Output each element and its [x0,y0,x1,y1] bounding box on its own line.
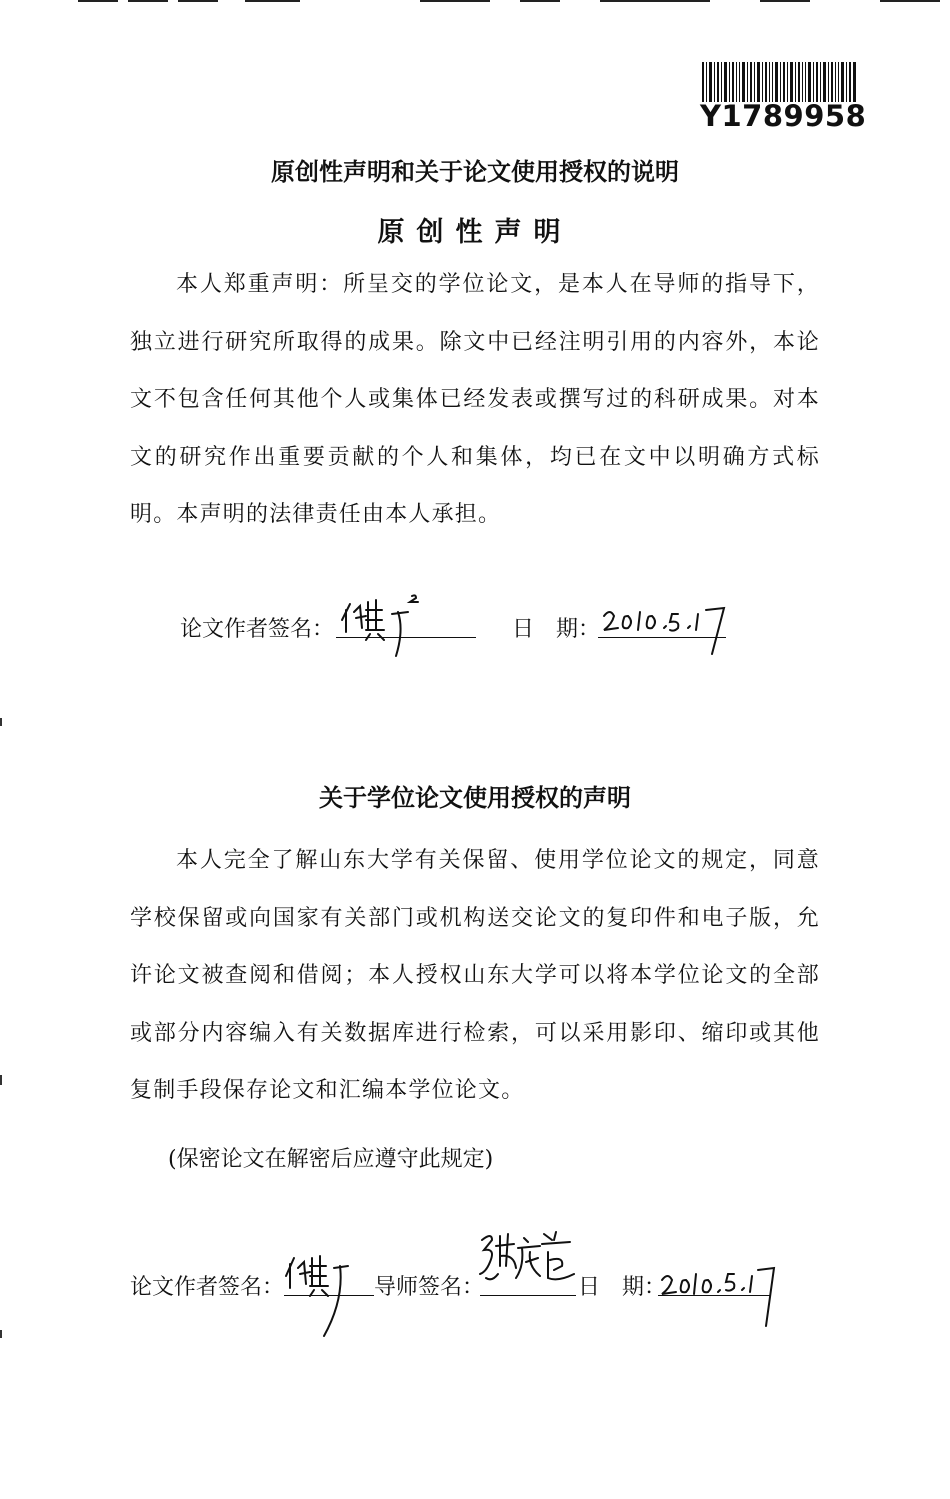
handwritten-date [600,596,730,660]
scan-edge-mark [0,1330,2,1338]
author-signature-image [338,590,448,660]
scan-top-border [0,0,950,3]
page-title: 原创性声明和关于论文使用授权的说明 [271,158,679,186]
handwritten-date [658,1254,778,1334]
author-signature-image [284,1250,374,1340]
date-label: 日 期： [578,1275,667,1300]
barcode-icon [700,62,858,102]
confidentiality-note: (保密论文在解密后应遵守此规定) [168,1147,494,1172]
authorization-heading: 关于学位论文使用授权的声明 [319,784,631,812]
scan-edge-mark [0,1075,2,1085]
date-label: 日 期： [512,617,601,642]
author-signature-label: 论文作者签名： [180,617,335,642]
originality-paragraph: 本人郑重声明：所呈交的学位论文，是本人在导师的指导下，独立进行研究所取得的成果。除文中已经注明引用的内容外，本论文不包含任何其他个人或集体已经发表或撰写过的科研成果。对本文的研究作出重要贡献的个人和集体，均已在文中以明确方式标明。本声明的法律责任由本人承担。 [130,272,820,527]
advisor-signature-label: 导师签名： [374,1275,485,1300]
barcode-number: Y1789958 [700,99,867,133]
originality-heading: 原创性声明 [377,217,573,248]
advisor-signature-image [478,1226,582,1306]
authorization-paragraph: 本人完全了解山东大学有关保留、使用学位论文的规定，同意学校保留或向国家有关部门或机构送交论文的复印件和电子版，允许论文被查阅和借阅；本人授权山东大学可以将本学位论文的全部或部分内容编入有关数据库进行检索，可以采用影印、缩印或其他复制手段保存论文和汇编本学位论文。 [130,848,820,1103]
author-signature-label: 论文作者签名： [130,1275,285,1300]
barcode-label [700,62,867,133]
scan-edge-mark [0,718,2,726]
